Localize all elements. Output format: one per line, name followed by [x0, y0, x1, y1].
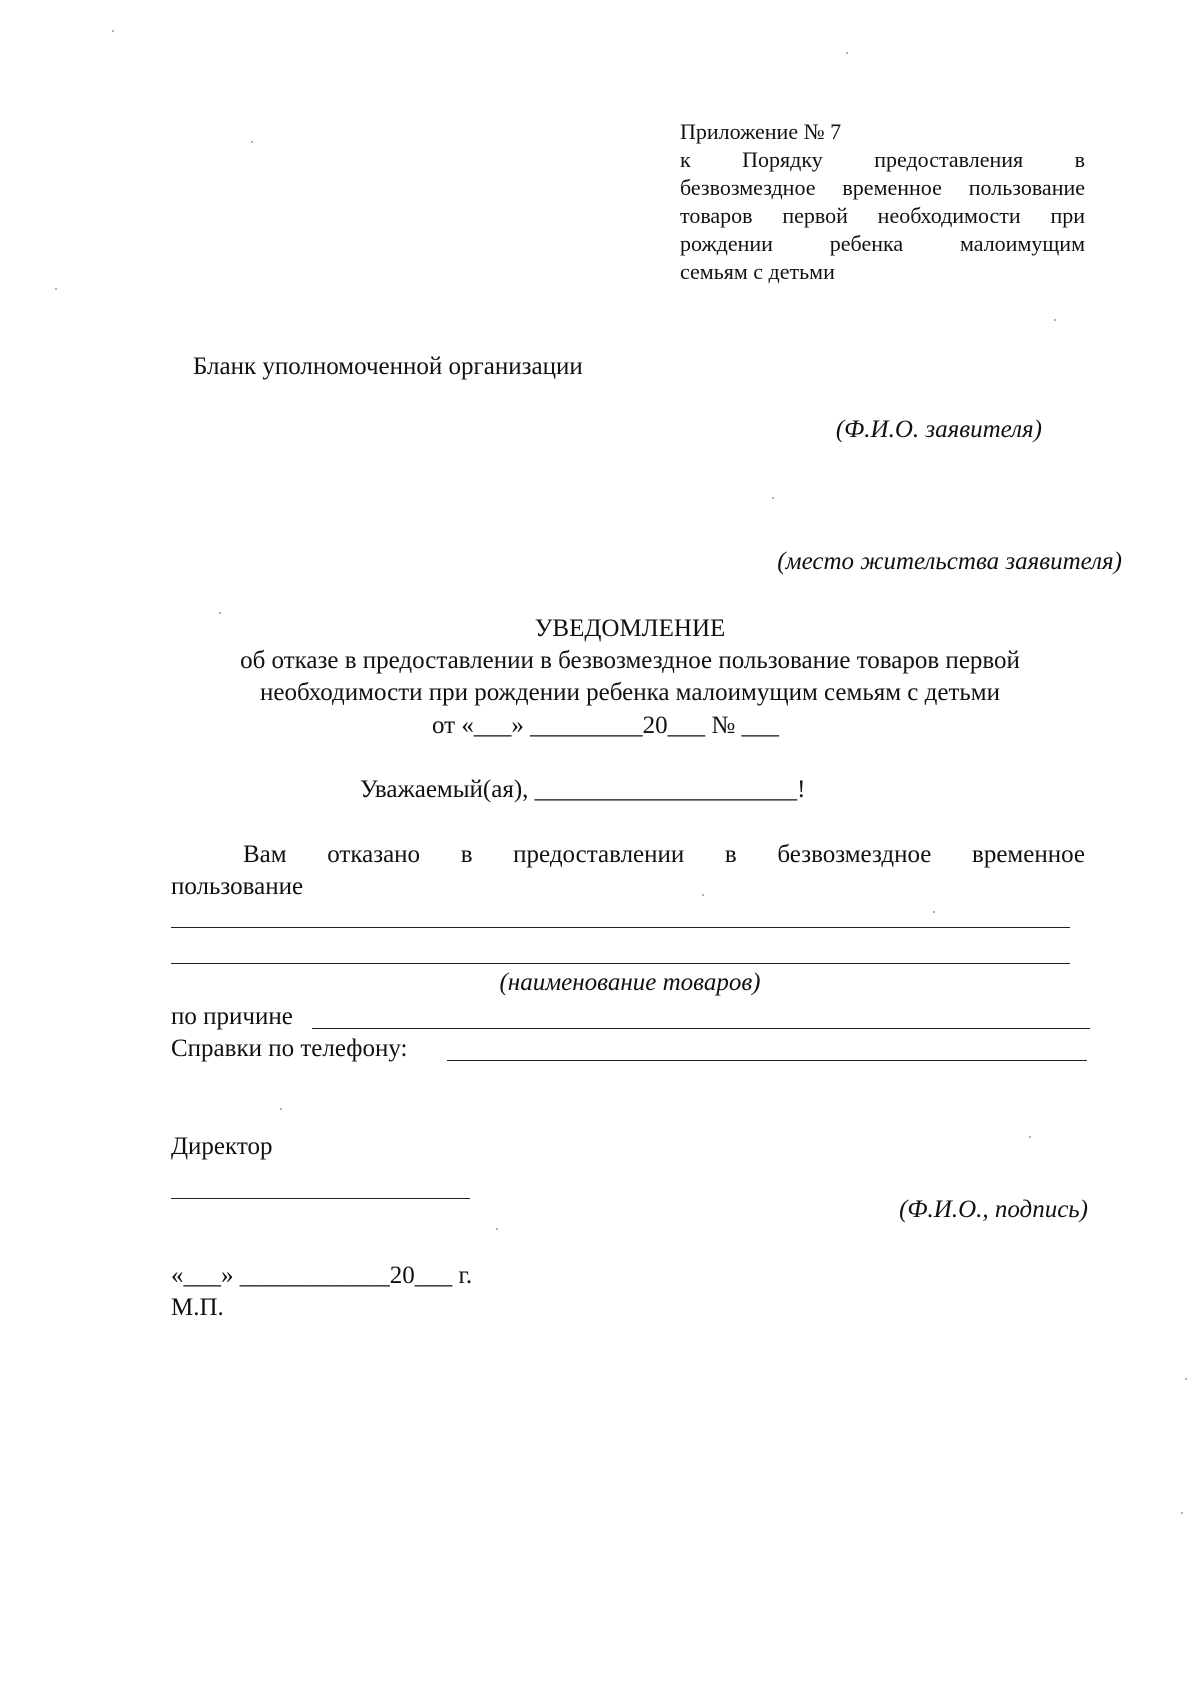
notice-heading [150, 613, 1110, 709]
scan-speck [772, 497, 774, 499]
notice-date-line: от «___» _________20___ № ___ [432, 712, 779, 739]
greeting-line: Уважаемый(ая), _____________________! [360, 776, 806, 803]
appendix-block [680, 118, 1085, 286]
refusal-text-line: пользование [171, 873, 304, 900]
scan-speck [1029, 1136, 1031, 1138]
notice-subtitle: об отказе в предоставлении в безвозмездное пользование товаров первой [240, 647, 1020, 674]
scan-speck [933, 911, 935, 913]
phone-fill-line [447, 1060, 1087, 1061]
organization-blank-label: Бланк уполномоченной организации [193, 353, 583, 380]
applicant-address-caption: (место жительства заявителя) [777, 548, 1122, 575]
reason-label: по причине [171, 1003, 293, 1030]
applicant-name-caption: (Ф.И.О. заявителя) [835, 416, 1042, 443]
director-signature-line [171, 1198, 470, 1199]
goods-caption: (наименование товаров) [499, 969, 761, 996]
scan-speck [846, 52, 848, 54]
signature-caption: (Ф.И.О., подпись) [899, 1196, 1088, 1223]
refusal-text-line: Вам отказано в предоставлении в безвозмездное временное [243, 841, 1085, 868]
appendix-title: Приложение № 7 [680, 119, 842, 144]
refusal-text [171, 839, 1085, 903]
goods-fill-line [171, 963, 1070, 964]
scan-speck [1181, 1512, 1183, 1514]
appendix-line: рождении ребенка малоимущим [680, 231, 1085, 256]
signature-date-line: «___» ____________20___ г. [171, 1262, 473, 1289]
scan-speck [280, 1108, 282, 1110]
director-label: Директор [171, 1133, 273, 1160]
scan-speck [55, 288, 57, 290]
scan-speck [1054, 319, 1056, 321]
scan-speck [496, 1228, 498, 1230]
appendix-line: товаров первой необходимости при [680, 203, 1085, 228]
notice-title: УВЕДОМЛЕНИЕ [534, 615, 726, 642]
scan-speck [1185, 1378, 1187, 1380]
appendix-line: к Порядку предоставления в [680, 147, 1085, 172]
reason-fill-line [312, 1028, 1090, 1029]
appendix-line: семьям с детьми [680, 259, 835, 284]
phone-label: Справки по телефону: [171, 1035, 408, 1062]
scan-speck [112, 30, 114, 32]
appendix-line: безвозмездное временное пользование [680, 175, 1085, 200]
goods-fill-line [171, 927, 1070, 928]
scan-speck [251, 141, 253, 143]
notice-subtitle: необходимости при рождении ребенка малоимущим семьям с детьми [259, 679, 1000, 706]
stamp-label: М.П. [171, 1294, 224, 1321]
